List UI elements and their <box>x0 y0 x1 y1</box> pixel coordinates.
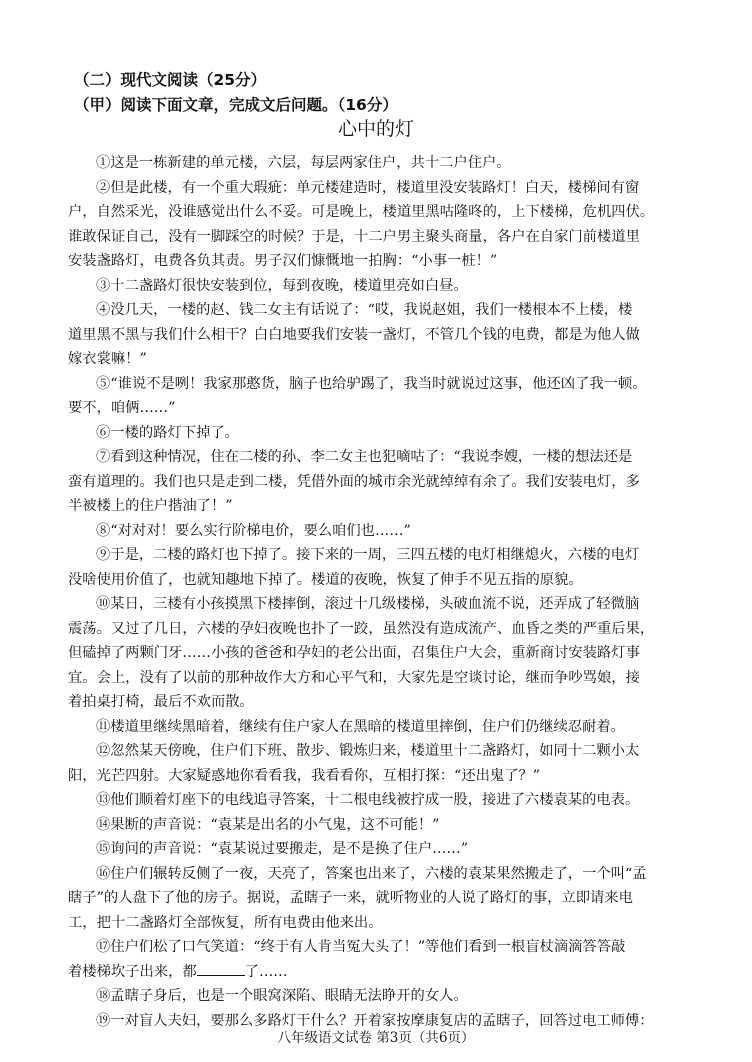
text-line <box>96 984 686 1009</box>
text-line-content: ⑥一楼的路灯下掉了。 <box>96 424 239 441</box>
text-line-content: 户，自然采光，没谁感觉出什么不妥。可是晚上，楼道里黑咕隆咚的，上下楼梯，危机四伏。 <box>68 204 655 220</box>
text-line <box>96 543 686 568</box>
text-line <box>96 935 686 960</box>
text-line-content: ⑨于是，二楼的路灯也下掉了。接下来的一周，三四五楼的电灯相继熄火，六楼的电灯 <box>96 547 640 563</box>
text-line <box>96 298 686 323</box>
text-line-content: 宜。会上，没有了以前的那种故作大方和心平气和，大家先是空谈讨论，继而争吵骂娘，接 <box>68 669 640 686</box>
text-line <box>68 617 686 642</box>
page-footer: 八年级语文试卷 第3页（共6页） <box>277 1030 475 1046</box>
text-line-content: 瞎子”的人盘下了他的房子。据说，孟瞎子一来，就听物业的人说了路灯的事，立即请来电 <box>68 890 633 906</box>
text-line <box>68 200 686 225</box>
text-line-content: ⑲一对盲人夫妇，要那么多路灯干什么？开着家按摩康复店的孟瞎子，回答过电工师傅： <box>96 1012 654 1029</box>
text-line-content: 着楼梯坎子出来，都 <box>68 963 197 980</box>
text-line-content: ⑪楼道里继续黑暗着，继续有住户家人在黑暗的楼道里摔倒，住户们仍继续忍耐着。 <box>96 718 625 735</box>
sub-heading: （甲）阅读下面文章，完成文后问题。（16分） <box>74 96 398 114</box>
text-line <box>96 592 686 617</box>
text-line-content: ⑬他们顺着灯座下的电线追寻答案，十二根电线被拧成一股，接进了六楼袁某的电表。 <box>96 792 640 808</box>
text-line-content: ③十二盏路灯很快安装到位，每到夜晚，楼道里亮如白昼。 <box>96 277 468 294</box>
text-line-content: 阳，光芒四射。大家疑惑地你看看我，我看看你，互相打探：“还出鬼了？” <box>68 767 541 784</box>
text-line-content: ⑯住户们辗转反侧了一夜，天亮了，答案也出来了，六楼的袁某果然搬走了，一个叫“孟 <box>96 865 647 882</box>
text-line-tail: 了…… <box>244 963 288 980</box>
text-line <box>96 813 686 838</box>
text-line-content: 安装盏路灯，电费各负其责。男子汉们慷慨地一拍胸：“小事一桩！” <box>68 253 498 269</box>
text-line <box>68 323 686 348</box>
text-line-content: ⑤“谁说不是咧！我家那憨货，脑子也给驴踢了，我当时就说过这事，他还凶了我一顿。 <box>96 375 647 392</box>
answer-blank[interactable] <box>197 961 245 976</box>
text-line <box>68 886 686 911</box>
text-line <box>96 862 686 887</box>
text-line <box>68 666 686 691</box>
text-line-content: 半被楼上的住户揩油了！” <box>68 498 233 514</box>
text-line <box>68 347 686 372</box>
text-line-content: ⑰住户们松了口气笑道：“终于有人肯当冤大头了！”等他们看到一根盲杖滴滴答答敲 <box>96 939 626 955</box>
text-line <box>96 739 686 764</box>
text-line <box>96 421 686 446</box>
text-line-content: 道里黑不黑与我们什么相干？白白地要我们安装一盏灯，不管几个钱的电费，都是为他人做 <box>68 326 640 343</box>
text-line <box>96 519 686 544</box>
text-line <box>68 568 686 593</box>
text-line <box>96 445 686 470</box>
text-line <box>96 837 686 862</box>
text-line <box>96 274 686 299</box>
text-line-content: ⑱孟瞎子身后，也是一个眼窝深陷、眼睛无法睁开的女人。 <box>96 988 468 1004</box>
text-line-content: ⑦看到这种情况，住在二楼的孙、李二女主也犯嘀咕了：“我说李嫂，一楼的想法还是 <box>96 449 633 465</box>
text-line <box>68 470 686 495</box>
text-line-content: 但磕掉了两颗门牙……小孩的爸爸和孕妇的老公出面，召集住户大会，重新商讨安装路灯事 <box>68 645 640 661</box>
text-line-content: 嫁衣裳嘛！” <box>68 351 147 367</box>
text-line-content: 蛮有道理的。我们也只是走到二楼，凭借外面的城市余光就绰绰有余了。我们安装电灯，多 <box>68 473 640 490</box>
text-line-content: ⑭果断的声音说：“袁某是出名的小气鬼，这不可能！” <box>96 816 440 833</box>
text-line <box>68 641 686 666</box>
text-line-content: ⑧“对对对！要么实行阶梯电价，要么咱们也……” <box>96 522 411 539</box>
text-line-content: ①这是一栋新建的单元楼，六层，每层两家住户，共十二户住户。 <box>96 155 511 171</box>
text-line-content: ④没几天，一楼的赵、钱二女主有话说了：“哎，我说赵姐，我们一楼根本不上楼，楼 <box>96 302 633 318</box>
text-line <box>96 788 686 813</box>
text-line <box>96 372 686 397</box>
text-line-content: ②但是此楼，有一个重大瑕疵：单元楼建造时，楼道里没安装路灯！白天，楼梯间有窗 <box>96 179 640 196</box>
text-line-content: ⑩某日，三楼有小孩摸黑下楼摔倒，滚过十几级楼梯，头破血流不说，还弄成了轻微脑 <box>96 596 640 612</box>
text-line <box>68 225 686 250</box>
text-line <box>68 764 686 789</box>
text-line <box>68 911 686 936</box>
text-line <box>68 690 686 715</box>
text-line-content: ⑫忽然某天傍晚，住户们下班、散步、锻炼归来，楼道里十二盏路灯，如同十二颗小太 <box>96 743 640 759</box>
article-title: 心中的灯 <box>337 118 414 140</box>
text-line <box>68 960 686 985</box>
text-line <box>68 494 686 519</box>
text-line-content: 要不，咱俩……” <box>68 400 176 416</box>
text-line-content: ⑮询问的声音说：“袁某说过要搬走，是不是换了住户……” <box>96 841 469 857</box>
text-line <box>96 151 686 176</box>
text-line <box>68 249 686 274</box>
section-heading: （二）现代文阅读（25分） <box>74 71 267 89</box>
text-line-content: 着拍桌打椅，最后不欢而散。 <box>68 694 254 710</box>
text-line <box>96 715 686 740</box>
text-line <box>96 176 686 201</box>
text-line-content: 工，把十二盏路灯全部恢复，所有电费由他来出。 <box>68 914 383 931</box>
text-line-content: 震荡。又过了几日，六楼的孕妇夜晚也扑了一跤，虽然没有造成流产、血昏之类的严重后果， <box>68 620 655 637</box>
text-line <box>68 396 686 421</box>
text-line-content: 没啥使用价值了，也就知趣地下掉了。楼道的夜晚，恢复了伸手不见五指的原貌。 <box>68 571 583 588</box>
text-line-content: 谁敢保证自己，没有一脚踩空的时候？于是，十二户男主聚头商量，各户在自家门前楼道里 <box>68 228 640 245</box>
